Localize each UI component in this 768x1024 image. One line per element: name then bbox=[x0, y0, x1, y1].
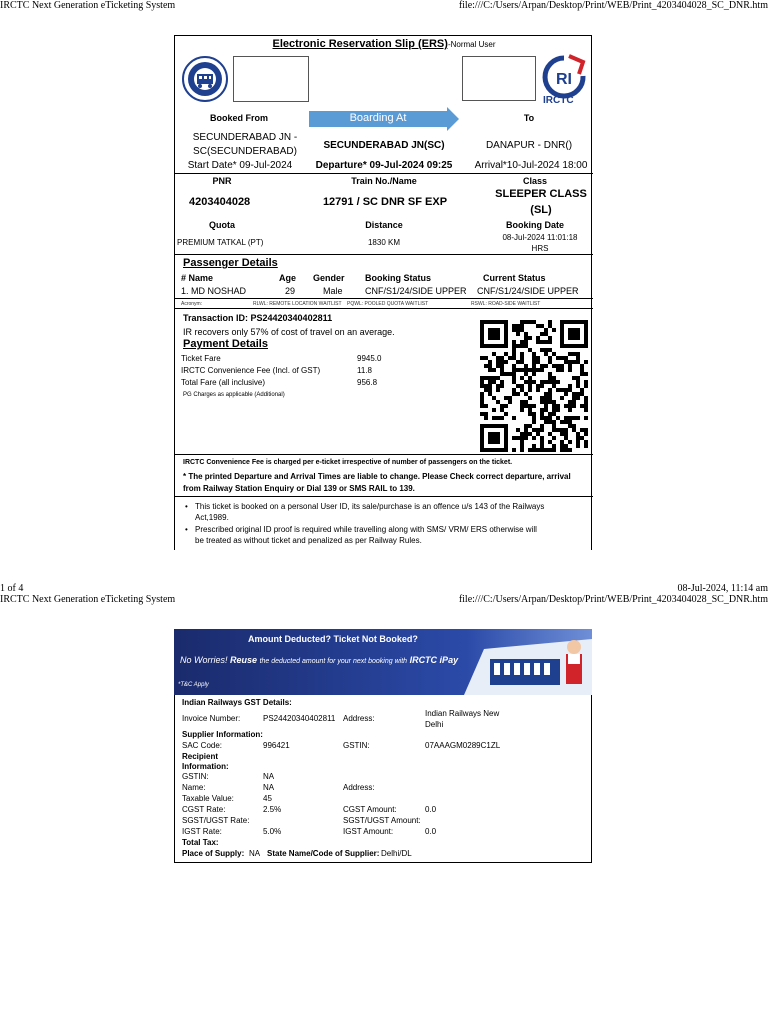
ers-title bbox=[175, 38, 593, 50]
quota-label: Quota bbox=[209, 220, 235, 230]
rules-bullet-1b: Act,1989. bbox=[195, 513, 229, 522]
banner-headline: Amount Deducted? Ticket Not Booked? bbox=[248, 634, 418, 644]
taxable-value: 45 bbox=[263, 794, 272, 803]
rules-bullet-2b: be treated as without ticket and penalized as per Railway Rules. bbox=[195, 536, 422, 545]
boarding-at-label: Boarding At bbox=[349, 112, 407, 124]
sgst-rate-label: SGST/UGST Rate: bbox=[182, 816, 250, 825]
place-of-supply-label: Place of Supply: bbox=[182, 849, 245, 858]
cgst-rate-label: CGST Rate: bbox=[182, 805, 226, 814]
train-value: 12791 / SC DNR SF EXP bbox=[322, 196, 448, 208]
payment-label: IRCTC Convenience Fee (Incl. of GST) bbox=[181, 366, 321, 375]
state-label: State Name/Code of Supplier: bbox=[267, 849, 380, 858]
booking-date-line1: 08-Jul-2024 11:01:18 bbox=[502, 233, 578, 242]
igst-amount-label: IGST Amount: bbox=[343, 827, 394, 836]
from-station-line1: SECUNDERABAD JN - bbox=[192, 132, 298, 143]
booked-from-label: Booked From bbox=[209, 113, 268, 123]
class-value-line2: (SL) bbox=[530, 204, 552, 216]
gstin-value: 07AAAGM0289C1ZL bbox=[425, 741, 501, 750]
booking-date-label: Booking Date bbox=[505, 220, 564, 230]
sac-label: SAC Code: bbox=[182, 741, 223, 750]
start-date: Start Date* 09-Jul-2024 bbox=[187, 160, 293, 171]
transaction-id: Transaction ID: PS24420340402811 bbox=[183, 313, 333, 323]
convenience-fee-note: IRCTC Convenience Fee is charged per e-ticket irrespective of number of passengers on the ticket. bbox=[183, 459, 513, 466]
banner-no-worries: No Worries! bbox=[180, 655, 228, 665]
qr-code-icon bbox=[479, 318, 589, 454]
ers-ticket bbox=[174, 35, 592, 550]
train-label: Train No./Name bbox=[351, 176, 417, 186]
passenger-name: 1. MD NOSHAD bbox=[181, 286, 247, 296]
passenger-col-age: Age bbox=[279, 273, 297, 283]
from-station-line2: SC(SECUNDERABAD) bbox=[193, 146, 297, 157]
cgst-rate-value: 2.5% bbox=[263, 805, 282, 814]
recipient-name-value: NA bbox=[263, 783, 275, 792]
address-line1: Indian Railways New bbox=[425, 709, 500, 718]
ir-recovers-note: IR recovers only 57% of cost of travel on an average. bbox=[183, 327, 395, 337]
sac-value: 996421 bbox=[263, 741, 290, 750]
passenger-col-name: # Name bbox=[181, 273, 214, 283]
acronym-rlwl: RLWL: REMOTE LOCATION WAITLIST bbox=[253, 301, 342, 307]
barcode-box-right bbox=[462, 56, 536, 101]
igst-rate-label: IGST Rate: bbox=[182, 827, 222, 836]
invoice-value: PS24420340402811 bbox=[263, 714, 336, 723]
recipient-heading-line1: Recipient bbox=[182, 752, 219, 761]
banner-tagline bbox=[180, 655, 458, 665]
banner-reuse: Reuse bbox=[230, 655, 258, 665]
address-line2: Delhi bbox=[425, 720, 444, 729]
class-value-line1: SLEEPER CLASS bbox=[495, 188, 587, 200]
recipient-gstin-label: GSTIN: bbox=[182, 772, 209, 781]
state-value: Delhi/DL bbox=[381, 849, 412, 858]
address-label: Address: bbox=[343, 714, 375, 723]
ers-title-main: Electronic Reservation Slip (ERS) bbox=[272, 38, 448, 50]
gst-heading: Indian Railways GST Details: bbox=[182, 698, 292, 707]
passenger-heading: Passenger Details bbox=[183, 257, 278, 269]
passenger-col-gender: Gender bbox=[313, 273, 345, 283]
boarding-station: SECUNDERABAD JN(SC) bbox=[323, 140, 445, 151]
total-tax-label: Total Tax: bbox=[182, 838, 219, 847]
pnr-label: PNR bbox=[212, 176, 232, 186]
svg-text:RI: RI bbox=[556, 71, 572, 88]
train-illustration-icon bbox=[464, 629, 592, 695]
ipay-banner[interactable] bbox=[174, 629, 592, 695]
rules-bullet-2a: Prescribed original ID proof is required while travelling along with SMS/ VRM/ ERS otherwise will bbox=[195, 525, 537, 534]
recipient-name-label: Name: bbox=[182, 783, 206, 792]
acronym-label: Acronym: bbox=[181, 301, 203, 307]
timing-note-line1: * The printed Departure and Arrival Times are liable to change. Please Check correct departure, arrival bbox=[183, 472, 571, 481]
pg-charges-note: PG Charges as applicable (Additional) bbox=[183, 392, 285, 398]
indian-railways-logo-icon bbox=[182, 56, 228, 102]
payment-value: 11.8 bbox=[357, 366, 372, 375]
print-header-url: file:///C:/Users/Arpan/Desktop/Print/WEB/Print_4203404028_SC_DNR.htm bbox=[458, 594, 768, 605]
payment-value: 956.8 bbox=[357, 378, 378, 387]
banner-tc: *T&C Apply bbox=[178, 682, 209, 688]
banner-mid-text: the deducted amount for your next booking with bbox=[259, 658, 408, 665]
recipient-heading-line2: Information: bbox=[182, 762, 229, 771]
invoice-label: Invoice Number: bbox=[182, 714, 241, 723]
pnr-value: 4203404028 bbox=[189, 196, 251, 208]
page-number: 1 of 4 bbox=[0, 583, 24, 594]
payment-label: Ticket Fare bbox=[181, 354, 221, 363]
cgst-amount-value: 0.0 bbox=[425, 805, 437, 814]
distance-value: 1830 KM bbox=[367, 238, 401, 247]
payment-label: Total Fare (all inclusive) bbox=[181, 378, 266, 387]
payment-heading: Payment Details bbox=[183, 338, 268, 350]
cgst-amount-label: CGST Amount: bbox=[343, 805, 397, 814]
passenger-gender: Male bbox=[323, 286, 343, 296]
acronym-pqwl: PQWL: POOLED QUOTA WAITLIST bbox=[347, 301, 429, 307]
to-label: To bbox=[523, 113, 535, 123]
passenger-age: 29 bbox=[285, 286, 296, 296]
rules-bullet-1a: This ticket is booked on a personal User ID, its sale/purchase is an offence u/s 143 of the Railways bbox=[195, 502, 545, 511]
passenger-col-current-status: Current Status bbox=[483, 273, 546, 283]
passenger-current-status: CNF/S1/24/SIDE UPPER bbox=[477, 286, 579, 296]
booking-date-line2: HRS bbox=[531, 244, 549, 253]
print-header-title: IRCTC Next Generation eTicketing System bbox=[0, 0, 176, 11]
recipient-address-label: Address: bbox=[343, 783, 375, 792]
acronym-rswl: RSWL: ROAD-SIDE WAITLIST bbox=[471, 301, 541, 307]
gst-details-section bbox=[174, 695, 592, 863]
banner-brand: IRCTC iPay bbox=[409, 655, 459, 665]
gstin-label: GSTIN: bbox=[343, 741, 370, 750]
recipient-gstin-value: NA bbox=[263, 772, 275, 781]
barcode-box-left bbox=[233, 56, 309, 102]
place-of-supply-value: NA bbox=[249, 849, 261, 858]
distance-label: Distance bbox=[365, 220, 403, 230]
passenger-booking-status: CNF/S1/24/SIDE UPPER bbox=[365, 286, 467, 296]
quota-value: PREMIUM TATKAL (PT) bbox=[177, 238, 264, 247]
departure-time: Departure* 09-Jul-2024 09:25 bbox=[315, 160, 453, 171]
to-station: DANAPUR - DNR() bbox=[485, 140, 573, 151]
timing-note-line2: from Railway Station Enquiry or Dial 139 or SMS RAIL to 139. bbox=[183, 484, 415, 493]
payment-value: 9945.0 bbox=[357, 354, 382, 363]
print-header-url: file:///C:/Users/Arpan/Desktop/Print/WEB/Print_4203404028_SC_DNR.htm bbox=[458, 0, 768, 11]
taxable-label: Taxable Value: bbox=[182, 794, 234, 803]
igst-rate-value: 5.0% bbox=[263, 827, 282, 836]
class-label: Class bbox=[522, 176, 548, 186]
bullet-icon: • bbox=[185, 525, 188, 534]
passenger-col-booking-status: Booking Status bbox=[365, 273, 432, 283]
print-date: 08-Jul-2024, 11:14 am bbox=[677, 583, 768, 594]
igst-amount-value: 0.0 bbox=[425, 827, 437, 836]
supplier-heading: Supplier Information: bbox=[182, 730, 263, 739]
ers-title-suffix: -Normal User bbox=[447, 40, 496, 49]
bullet-icon: • bbox=[185, 502, 188, 511]
arrival-time: Arrival*10-Jul-2024 18:00 bbox=[474, 160, 588, 171]
print-header-title: IRCTC Next Generation eTicketing System bbox=[0, 594, 176, 605]
sgst-amount-label: SGST/UGST Amount: bbox=[343, 816, 421, 825]
irctc-logo-text: IRCTC bbox=[543, 95, 574, 106]
